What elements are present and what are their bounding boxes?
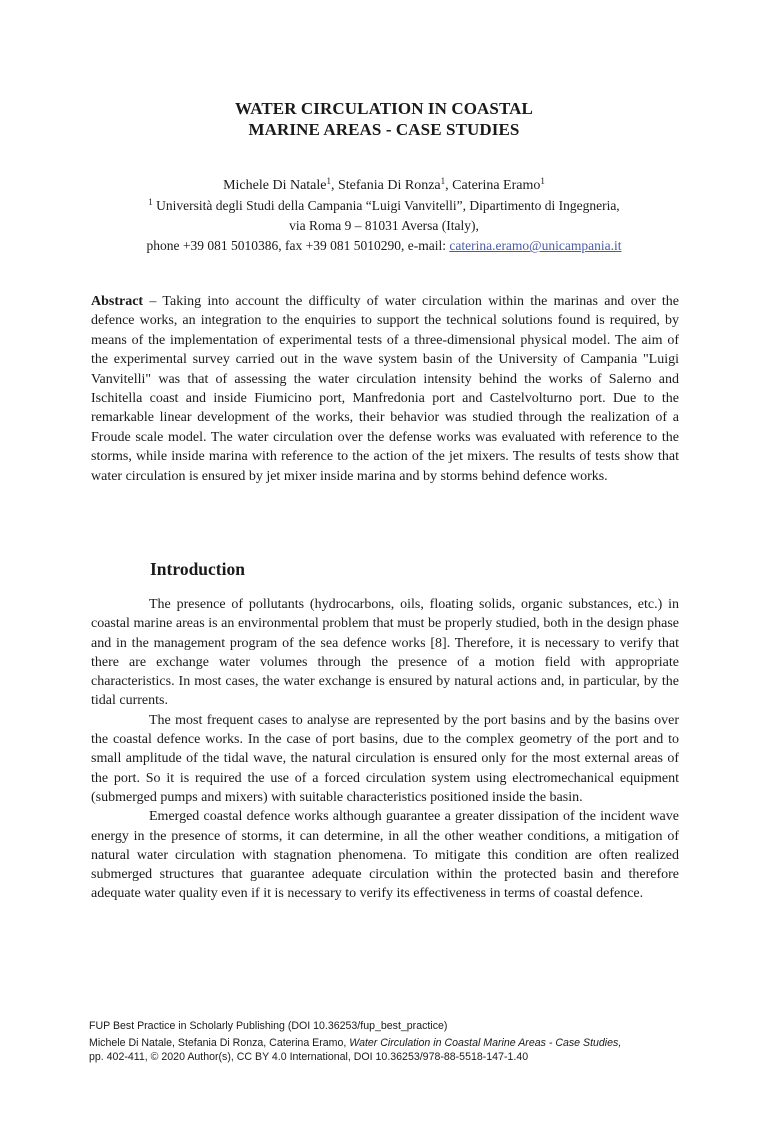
footer-series: FUP Best Practice in Scholarly Publishing (DOI 10.36253/fup_best_practice) [89,1020,448,1032]
citation-title: Water Circulation in Coastal Marine Areas - Case Studies, [349,1037,622,1049]
page-footer [89,1019,689,1064]
section-heading-introduction: Introduction [150,559,245,579]
author-list [0,176,768,196]
body-paragraph: The most frequent cases to analyse are represented by the port basins and by the basins over the coastal defence works. In the case of port basins, due to the complex geometry of the port and to small amplitude of the tidal wave, the natural circulation is ensured only for the most external areas of the port. So it is required the use of a forced circulation system using electromechanical equipment (submerged pumps and mixers) with suitable characteristics positioned inside the basin. [91,712,679,805]
affiliation-address: via Roma 9 – 81031 Aversa (Italy), [289,218,479,233]
author-separator: , [445,178,453,193]
affiliation-contact [0,236,768,256]
author-name: Caterina Eramo [452,178,541,193]
author-info [0,176,768,256]
paper-title [0,98,768,140]
footer-citation [89,1036,689,1050]
contact-phone-fax: phone +39 081 5010386, fax +39 081 5010290, e-mail: [146,238,450,253]
abstract-label: Abstract [91,294,144,309]
paper-title-line-2: MARINE AREAS - CASE STUDIES [248,120,520,139]
affiliation-mark: 1 [326,176,331,186]
affiliation-mark: 1 [540,176,545,186]
abstract [91,292,679,486]
body-paragraph: The presence of pollutants (hydrocarbons, oils, floating solids, organic substances, etc.) in coastal marine areas is an environmental problem that must be properly studied, both in the design phase and in the management program of the sea defence works [8]. Therefore, it is necessary to verify that there are exchange water volumes through the presence of a motion field with appropriate characteristics. In most cases, the water exchange is ensured by natural actions and, in particular, by the tidal currents. [91,597,679,709]
affiliation-mark: 1 [148,197,153,207]
paper-title-line-1: WATER CIRCULATION IN COASTAL [235,99,533,118]
email-link[interactable]: caterina.eramo@unicampania.it [449,238,622,253]
abstract-text: – Taking into account the difficulty of water circulation within the marinas and over the defence works, an integration to the enquiries to support the technical solutions found is required, by means of the implementation of experimental tests of a three-dimensional physical model. The aim of the experimental survey carried out in the wave system basin of the University of Campania "Luigi Vanvitelli" was that of assessing the water circulation intensity behind the works of Salerno and Ischitella coast and inside Fiumicino port, Manfredonia port and Castelvolturno port. Due to the remarkable linear development of the works, their behavior was studied through the realization of a Froude scale model. The water circulation over the defense works was evaluated with reference to the storms, while inside marina with reference to the action of the jet mixers. The results of tests show that water circulation is ensured by jet mixer inside marina and by storms behind defence works. [91,294,679,484]
citation-authors: Michele Di Natale, Stefania Di Ronza, Caterina Eramo, [89,1037,350,1049]
author-separator: , [331,178,338,193]
author-name: Stefania Di Ronza [338,178,441,193]
affiliation-institution: Università degli Studi della Campania “Luigi Vanvitelli”, Dipartimento di Ingegneria, [152,198,620,213]
citation-details: pp. 402-411, © 2020 Author(s), CC BY 4.0 International, DOI 10.36253/978-88-5518-147-1.40 [89,1051,529,1063]
introduction-body [91,595,679,904]
affiliation-mark: 1 [440,176,446,186]
affiliation-line-1 [0,196,768,216]
author-name: Michele Di Natale [223,178,327,193]
body-paragraph: Emerged coastal defence works although guarantee a greater dissipation of the incident wave energy in the presence of storms, it can determine, in all the other weather conditions, a mitigation of natural water circulation with stagnation phenomena. To mitigate this condition are often realized submerged structures that guarantee adequate circulation within the protected basin and therefore adequate water quality even if it is necessary to verify its effectiveness in terms of coastal defence. [91,809,679,902]
